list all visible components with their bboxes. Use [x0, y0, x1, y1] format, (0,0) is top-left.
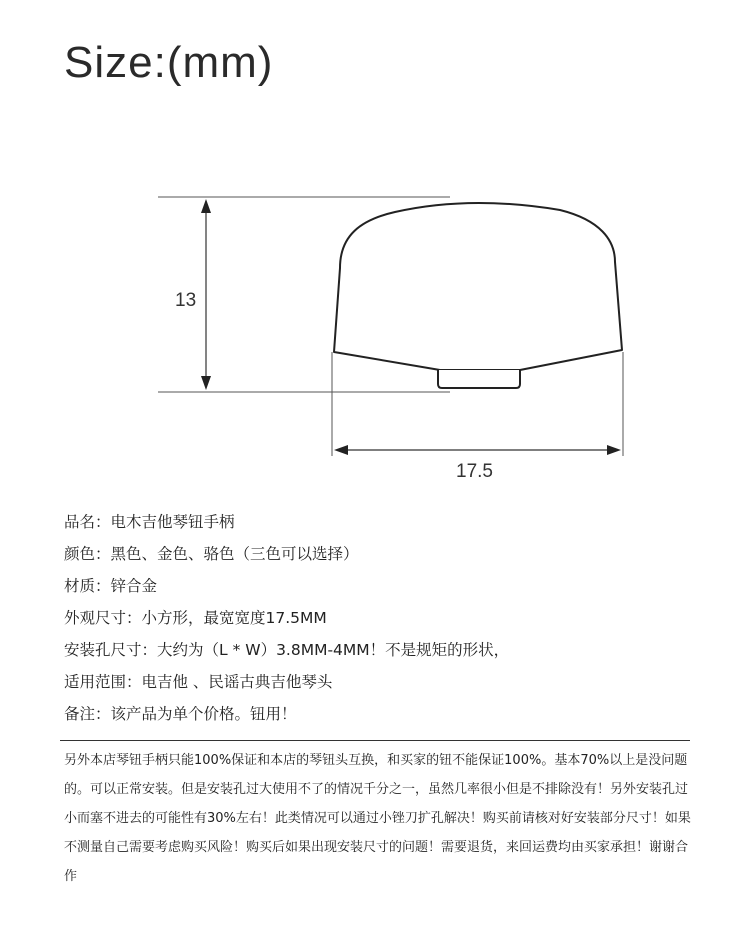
spec-dimensions: 外观尺寸：小方形，最宽宽度17.5MM [64, 609, 327, 627]
height-arrow-bottom [201, 376, 211, 390]
page-title: Size:(mm) [64, 38, 274, 87]
width-arrow-right [607, 445, 621, 455]
notice-paragraph: 另外本店琴钮手柄只能100%保证和本店的琴钮头互换，和买家的钮不能保证100%。基本70%以上是没问题的。可以正常安装。但是安装孔过大使用不了的情况千分之一，虽然几率很小但是不排除没有！另外安装孔过小而塞不进去的可能性有30%左右！此类情况可以通过小锉刀扩孔解决！购买前请核对好安装部分尺寸！如果不测量自己需要考虑购买风险！购买后如果出现安装尺寸的问题！需要退货，来回运费均由买家承担！谢谢合作 [64, 753, 691, 884]
width-label: 17.5 [456, 461, 493, 482]
knob-button-outline [334, 203, 622, 370]
section-divider [60, 740, 690, 741]
height-label: 13 [175, 290, 197, 311]
knob-mounting-tab [438, 370, 520, 388]
spec-color: 颜色：黑色、金色、骆色（三色可以选择） [64, 545, 359, 563]
width-arrow-left [334, 445, 348, 455]
spec-material: 材质：锌合金 [64, 577, 158, 595]
spec-list [64, 508, 509, 732]
spec-application: 适用范围：电吉他 、民谣古典吉他琴头 [64, 673, 333, 691]
spec-mounting-hole: 安装孔尺寸：大约为（L * W）3.8MM-4MM！不是规矩的形状， [64, 641, 510, 659]
height-arrow-top [201, 199, 211, 213]
spec-product-name: 品名：电木吉他琴钮手柄 [64, 513, 235, 531]
spec-remarks: 备注：该产品为单个价格。钮用！ [64, 705, 297, 723]
